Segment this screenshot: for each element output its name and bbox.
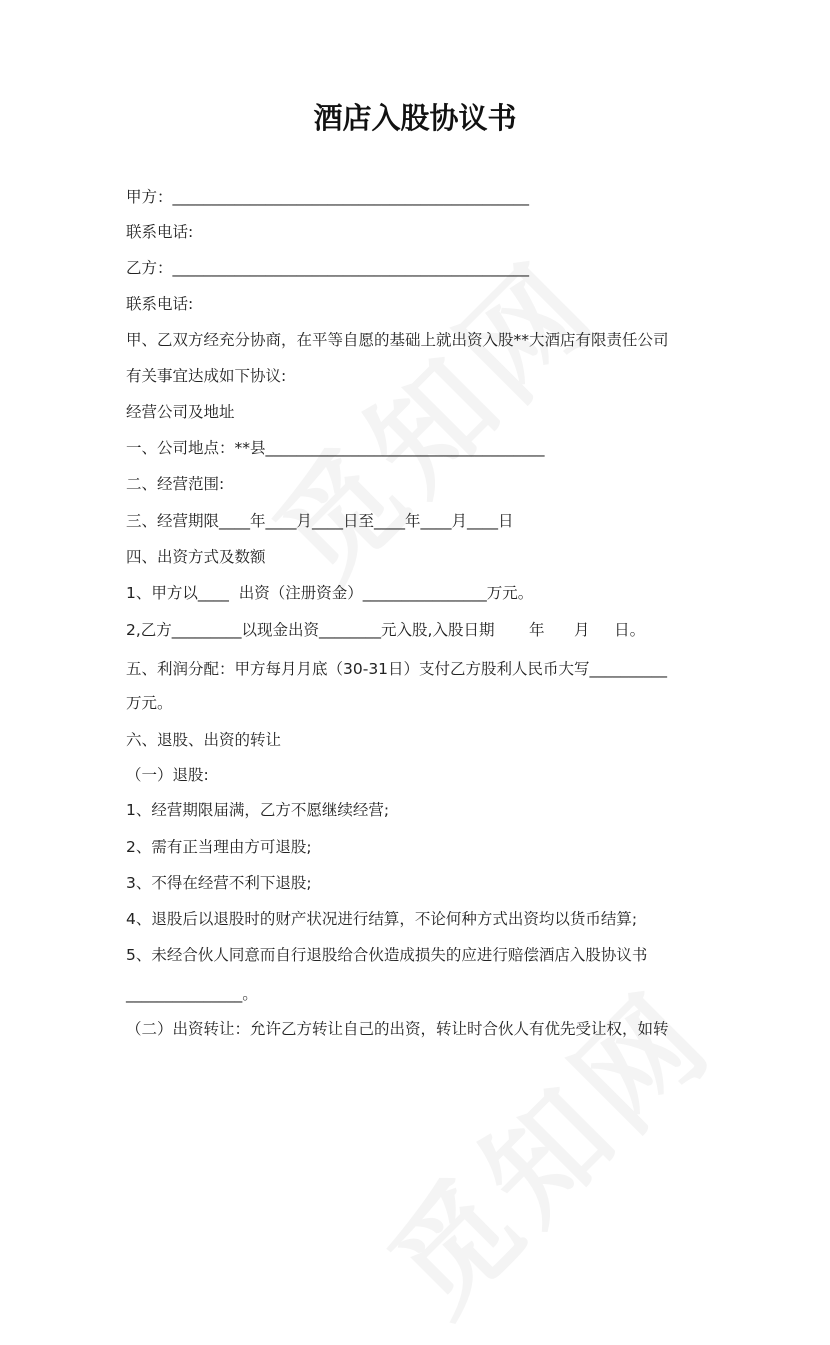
party-a-phone: 联系电话: — [126, 223, 194, 241]
watermark — [346, 947, 743, 1344]
party-a-line: 甲方：______________________________________________ — [126, 188, 530, 206]
withdrawal-item-5: 5、未经合伙人同意而自行退股给合伙造成损失的应进行赔偿酒店入股协议书 — [126, 946, 648, 964]
clause-investment-a: 1、甲方以____ 出资（注册资金）________________万元。 — [126, 584, 534, 602]
subsection-capital-transfer: （二）出资转让：允许乙方转让自己的出资，转让时合伙人有优先受让权，如转 — [126, 1020, 669, 1038]
withdrawal-item-2: 2、需有正当理由方可退股; — [126, 838, 312, 856]
subsection-withdrawal: （一）退股: — [126, 766, 209, 784]
withdrawal-item-1: 1、经营期限届满，乙方不愿继续经营; — [126, 801, 390, 819]
section-heading-transfer: 六、退股、出资的转让 — [126, 731, 282, 749]
withdrawal-item-4: 4、退股后以退股时的财产状况进行结算，不论何种方式出资均以货币结算; — [126, 910, 638, 928]
withdrawal-item-3: 3、不得在经营不利下退股; — [126, 874, 312, 892]
party-b-line: 乙方：______________________________________________ — [126, 259, 530, 277]
clause-profit-line-2: 万元。 — [126, 694, 173, 712]
document-title: 酒店入股协议书 — [313, 101, 517, 135]
clause-business-scope: 二、经营范围: — [126, 475, 225, 493]
section-heading-company: 经营公司及地址 — [126, 403, 235, 421]
party-b-phone: 联系电话: — [126, 295, 194, 313]
withdrawal-item-5-cont: _______________。 — [126, 985, 258, 1003]
clause-profit-line-1: 五、利润分配：甲方每月月底（30-31日）支付乙方股利人民币大写__________ — [126, 660, 668, 678]
section-heading-investment: 四、出资方式及数额 — [126, 548, 266, 566]
preamble-line-2: 有关事宜达成如下协议: — [126, 367, 287, 385]
clause-company-location: 一、公司地点：**县____________________________________ — [126, 439, 545, 457]
clause-investment-b: 2,乙方_________以现金出资________元入股,入股日期 年 月 日。 — [126, 621, 646, 639]
clause-business-term: 三、经营期限____年____月____日至____年____月____日 — [126, 512, 514, 530]
preamble-line-1: 甲、乙双方经充分协商，在平等自愿的基础上就出资入股**大酒店有限责任公司 — [126, 331, 669, 349]
